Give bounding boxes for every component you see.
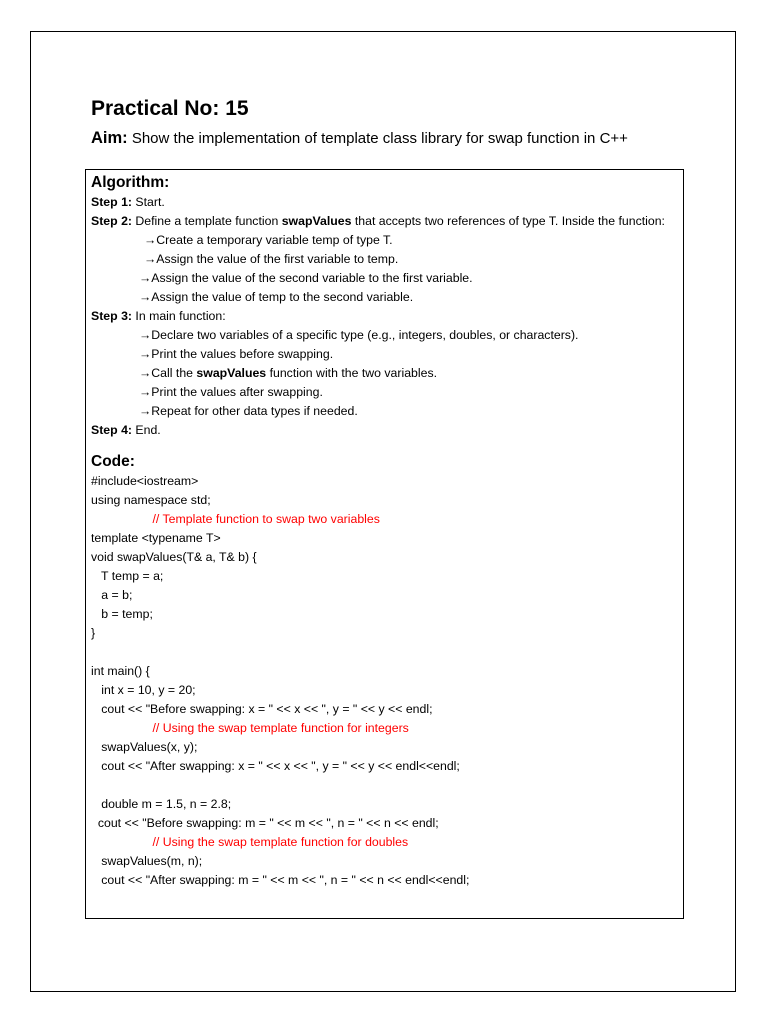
aim-label: Aim: — [91, 129, 128, 147]
code-comment: // Template function to swap two variables — [91, 512, 380, 526]
code-line: T temp = a; — [91, 569, 164, 583]
code-line: using namespace std; — [91, 493, 211, 507]
step-2-item: →Assign the value of the first variable to temp. — [144, 252, 399, 266]
code-line: swapValues(x, y); — [91, 740, 198, 754]
step-1-text: Start. — [132, 195, 165, 209]
step-2-text-a: Define a template function — [132, 214, 282, 228]
code-line: a = b; — [91, 588, 133, 602]
code-comment: // Using the swap template function for integers — [91, 721, 409, 735]
step-2-item: →Assign the value of the second variable to the first variable. — [139, 271, 473, 285]
aim-statement — [91, 127, 628, 150]
code-line: cout << "Before swapping: x = " << x << ", y = " << y << endl; — [91, 702, 433, 716]
step-3-item: →Repeat for other data types if needed. — [139, 404, 358, 418]
code-block — [91, 472, 679, 890]
code-line: int x = 10, y = 20; — [91, 683, 196, 697]
step-3 — [91, 307, 679, 326]
step-3-label: Step 3: — [91, 309, 132, 323]
step-2-text-b: that accepts two references of type T. Inside the function: — [351, 214, 665, 228]
code-line: cout << "After swapping: x = " << x << ", y = " << y << endl<<endl; — [91, 759, 460, 773]
step-3-text: In main function: — [132, 309, 226, 323]
step-1-label: Step 1: — [91, 195, 132, 209]
code-line: } — [91, 626, 96, 640]
code-line: swapValues(m, n); — [91, 854, 203, 868]
step-3-function-name: swapValues — [196, 366, 267, 380]
step-4-label: Step 4: — [91, 423, 132, 437]
step-4 — [91, 421, 679, 440]
step-3-item: →Print the values after swapping. — [139, 385, 323, 399]
step-2-item: →Create a temporary variable temp of type T. — [144, 233, 393, 247]
aim-text: Show the implementation of template class library for swap function in C++ — [127, 130, 628, 147]
code-line: void swapValues(T& a, T& b) { — [91, 550, 257, 564]
code-line: cout << "After swapping: m = " << m << ", n = " << n << endl<<endl; — [91, 873, 470, 887]
section-spacer — [91, 440, 679, 452]
practical-title: Practical No: 15 — [91, 97, 249, 120]
code-blank-line — [91, 776, 679, 795]
step-3-item-text-a: →Call the — [139, 366, 197, 380]
step-3-item: →Print the values before swapping. — [139, 347, 334, 361]
step-4-text: End. — [132, 423, 161, 437]
code-line: int main() { — [91, 664, 150, 678]
step-2-function-name: swapValues — [281, 214, 352, 228]
code-line: cout << "Before swapping: m = " << m << ", n = " << n << endl; — [91, 816, 439, 830]
step-3-item-text-b: function with the two variables. — [266, 366, 438, 380]
step-1 — [91, 193, 679, 212]
step-2-label: Step 2: — [91, 214, 132, 228]
step-2-item: →Assign the value of temp to the second variable. — [139, 290, 414, 304]
code-line: template <typename T> — [91, 531, 221, 545]
step-3-item — [91, 364, 679, 383]
step-3-item: →Declare two variables of a specific type (e.g., integers, doubles, or characters). — [139, 328, 579, 342]
algorithm-title: Algorithm: — [91, 174, 170, 191]
step-2 — [91, 212, 679, 231]
code-comment: // Using the swap template function for doubles — [91, 835, 409, 849]
code-title: Code: — [91, 453, 135, 470]
content-box — [85, 169, 684, 919]
code-line: b = temp; — [91, 607, 153, 621]
code-blank-line — [91, 643, 679, 662]
code-line: #include<iostream> — [91, 474, 199, 488]
code-line: double m = 1.5, n = 2.8; — [91, 797, 232, 811]
